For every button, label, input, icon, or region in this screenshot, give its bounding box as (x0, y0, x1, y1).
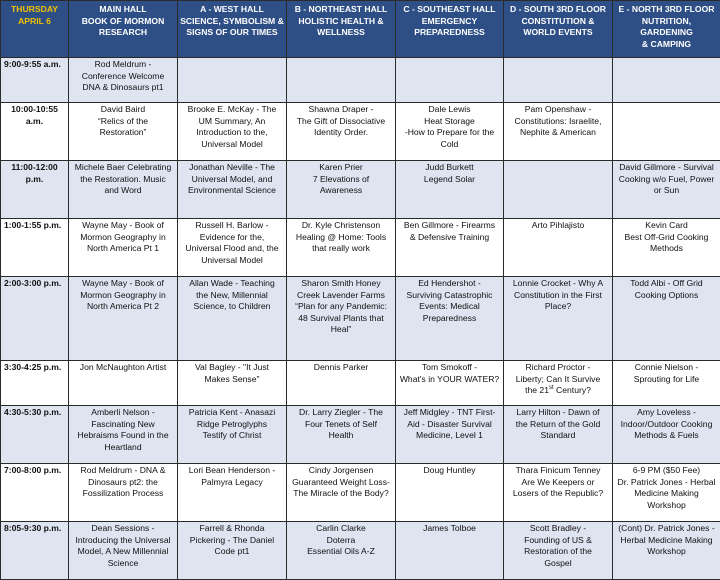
hall-header-d: D - SOUTH 3RD FLOOR CONSTITUTION & WORLD EVENTS (504, 1, 613, 58)
session-cell (613, 58, 720, 103)
session-cell: David Baird “Relics of the Restoration” (69, 103, 178, 161)
header-row (1, 1, 720, 58)
session-cell: Judd Burkett Legend Solar (396, 161, 504, 219)
session-cell: Arto Pihlajisto (504, 219, 613, 277)
time-slot-row (1, 103, 720, 161)
session-cell: Wayne May - Book of Mormon Geography in North America Pt 2 (69, 277, 178, 361)
session-cell (504, 161, 613, 219)
session-cell: Ben Gillmore - Firearms & Defensive Training (396, 219, 504, 277)
session-cell: Todd Albi - Off Grid Cooking Options (613, 277, 720, 361)
session-cell: Ed Hendershot - Surviving Catastrophic Events: Medical Preparedness (396, 277, 504, 361)
session-cell: James Tolboe (396, 522, 504, 580)
session-cell: Kevin Card Best Off-Grid Cooking Methods (613, 219, 720, 277)
session-cell: Pam Openshaw - Constitutions: Israelite, Nephite & American (504, 103, 613, 161)
session-cell: Jon McNaughton Artist (69, 361, 178, 406)
session-cell: Jonathan Neville - The Universal Model, and Environmental Science (178, 161, 287, 219)
session-cell: Dale Lewis Heat Storage -How to Prepare for the Cold (396, 103, 504, 161)
hall-header-c: C - SOUTHEAST HALL EMERGENCY PREPAREDNESS (396, 1, 504, 58)
session-cell: Tom Smokoff - What's in YOUR WATER? (396, 361, 504, 406)
time-slot-label: 3:30-4:25 p.m. (1, 361, 69, 406)
hall-header-e: E - NORTH 3RD FLOOR NUTRITION, GARDENING & CAMPING (613, 1, 720, 58)
session-cell: Connie Nielson - Sprouting for Life (613, 361, 720, 406)
session-cell: Dean Sessions - Introducing the Universal Model, A New Millennial Science (69, 522, 178, 580)
session-cell: Scott Bradley - Founding of US & Restoration of the Gospel (504, 522, 613, 580)
session-cell: Rod Meldrum - Conference Welcome DNA & Dinosaurs pt1 (69, 58, 178, 103)
session-cell: David Gillmore - Survival Cooking w/o Fuel, Power or Sun (613, 161, 720, 219)
session-cell: Allan Wade - Teaching the New, Millennial Science, to Children (178, 277, 287, 361)
time-slot-label: 8:05-9:30 p.m. (1, 522, 69, 580)
session-cell: Richard Proctor - Liberty; Can It Survive the 21st Century? (504, 361, 613, 406)
session-cell: Lonnie Crocket - Why A Constitution in the First Place? (504, 277, 613, 361)
session-cell: Brooke E. McKay - The UM Summary, An Introduction to the, Universal Model (178, 103, 287, 161)
session-cell: Carlin Clarke Doterra Essential Oils A-Z (287, 522, 396, 580)
session-cell (613, 103, 720, 161)
time-slot-label: 7:00-8:00 p.m. (1, 464, 69, 522)
session-cell: Michele Baer Celebrating the Restoration. Music and Word (69, 161, 178, 219)
session-cell: Karen Prier 7 Elevations of Awareness (287, 161, 396, 219)
session-cell: Sharon Smith Honey Creek Lavender Farms “Plan for any Pandemic: 48 Survival Plants that Heal” (287, 277, 396, 361)
session-cell: Dennis Parker (287, 361, 396, 406)
session-cell: Val Bagley - "It Just Makes Sense" (178, 361, 287, 406)
time-slot-row (1, 161, 720, 219)
time-slot-row (1, 522, 720, 580)
time-slot-label: 9:00-9:55 a.m. (1, 58, 69, 103)
session-cell: Patricia Kent - Anasazi Ridge Petroglyphs Testify of Christ (178, 406, 287, 464)
time-slot-label: 11:00-12:00 p.m. (1, 161, 69, 219)
session-cell: Wayne May - Book of Mormon Geography in North America Pt 1 (69, 219, 178, 277)
time-slot-row (1, 219, 720, 277)
time-slot-row (1, 361, 720, 406)
day-header: THURSDAY APRIL 6 (1, 1, 69, 58)
hall-header-main: MAIN HALL BOOK OF MORMON RESEARCH (69, 1, 178, 58)
time-slot-label: 10:00-10:55 a.m. (1, 103, 69, 161)
session-cell: Lori Bean Henderson - Palmyra Legacy (178, 464, 287, 522)
session-cell: Cindy Jorgensen Guaranteed Weight Loss- The Miracle of the Body? (287, 464, 396, 522)
time-slot-row (1, 277, 720, 361)
time-slot-label: 2:00-3:00 p.m. (1, 277, 69, 361)
session-cell: Farrell & Rhonda Pickering - The Daniel Code pt1 (178, 522, 287, 580)
session-cell (178, 58, 287, 103)
session-cell: Jeff Midgley - TNT First- Aid - Disaster Survival Medicine, Level 1 (396, 406, 504, 464)
time-slot-label: 1:00-1:55 p.m. (1, 219, 69, 277)
session-cell: Russell H. Barlow - Evidence for the, Universal Flood and, the Universal Model (178, 219, 287, 277)
session-cell: Doug Huntley (396, 464, 504, 522)
session-cell: 6-9 PM ($50 Fee) Dr. Patrick Jones - Herbal Medicine Making Workshop (613, 464, 720, 522)
session-cell: Amy Loveless - Indoor/Outdoor Cooking Methods & Fuels (613, 406, 720, 464)
session-cell (504, 58, 613, 103)
session-cell: Dr. Larry Ziegler - The Four Tenets of Self Health (287, 406, 396, 464)
session-cell: Rod Meldrum - DNA & Dinosaurs pt2: the Fossilization Process (69, 464, 178, 522)
session-cell (396, 58, 504, 103)
session-cell: Larry Hilton - Dawn of the Return of the Gold Standard (504, 406, 613, 464)
session-cell: Dr. Kyle Christenson Healing @ Home: Tools that really work (287, 219, 396, 277)
session-cell: Amberli Nelson - Fascinating New Hebraisms Found in the Heartland (69, 406, 178, 464)
time-slot-row (1, 58, 720, 103)
session-cell: Shawna Draper - The Gift of Dissociative Identity Order. (287, 103, 396, 161)
time-slot-row (1, 464, 720, 522)
session-cell: Thara Finicum Tenney Are We Keepers or Losers of the Republic? (504, 464, 613, 522)
session-cell (287, 58, 396, 103)
time-slot-row (1, 406, 720, 464)
schedule-body (1, 58, 720, 580)
time-slot-label: 4:30-5:30 p.m. (1, 406, 69, 464)
hall-header-a: A - WEST HALL SCIENCE, SYMBOLISM & SIGNS OF OUR TIMES (178, 1, 287, 58)
session-cell: (Cont) Dr. Patrick Jones - Herbal Medicine Making Workshop (613, 522, 720, 580)
hall-header-b: B - NORTHEAST HALL HOLISTIC HEALTH & WELLNESS (287, 1, 396, 58)
